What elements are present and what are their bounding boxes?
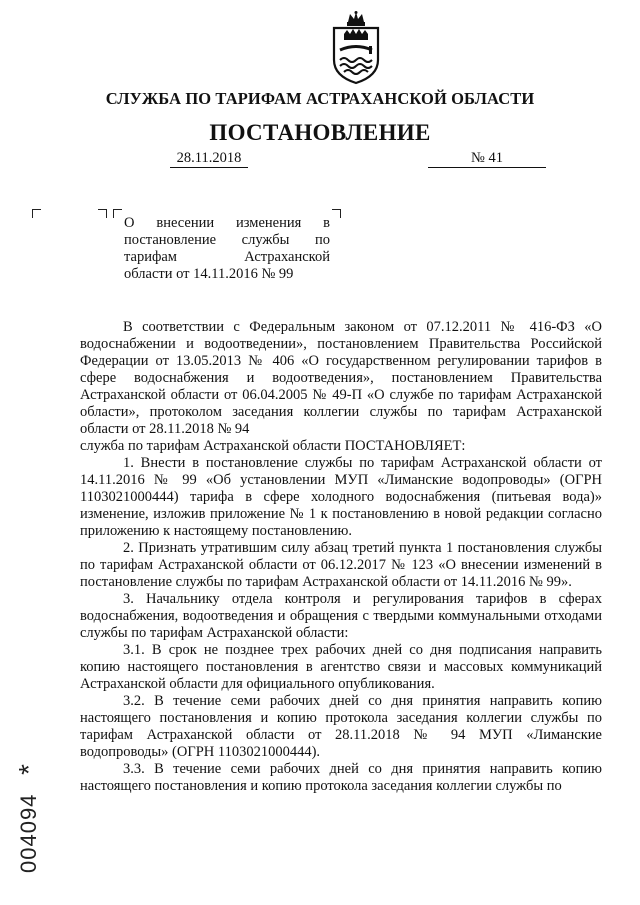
body-paragraph: 3.2. В течение семи рабочих дней со дня принятия направить копию настоящего постановления и копию протокола заседания коллегии службы по тарифам Астраханской области от 28.11.2018 № 94 МУП «Лиманские водопроводы» (ОГРН 1103021000444). — [80, 693, 602, 760]
body-paragraph: служба по тарифам Астраханской области ПОСТАНОВЛЯЕТ: — [80, 438, 466, 454]
side-stamp — [2, 755, 46, 875]
document-date: 28.11.2018 — [170, 150, 248, 168]
stamp-number: 004094 — [16, 793, 41, 873]
body-paragraph: 3.3. В течение семи рабочих дней со дня принятия направить копию настоящего постановления и копию протокола заседания коллегии службы по — [80, 761, 602, 794]
body-paragraph: 2. Признать утратившим силу абзац третий пункта 1 постановления службы по тарифам Астраханской области от 06.12.2017 № 123 «О внесении изменений в постановление службы по тарифам Астраханской области от 14.11.2016 № 99». — [80, 540, 602, 590]
organization-name: СЛУЖБА ПО ТАРИФАМ АСТРАХАНСКОЙ ОБЛАСТИ — [105, 89, 535, 108]
coat-of-arms-icon — [328, 10, 384, 86]
body-paragraph: 1. Внести в постановление службы по тарифам Астраханской области от 14.11.2016 № 99 «Об установлении МУП «Лиманские водопроводы» (ОГРН 1103021000444) тарифа в сфере холодного водоснабжения (питьевая вода)» изменение, изложив приложение № 1 к постановлению в новой редакции согласно приложению к настоящему постановлению. — [80, 455, 602, 539]
subject-line: О внесении изменения в — [124, 215, 330, 231]
body-paragraph: 3.1. В срок не позднее трех рабочих дней со дня подписания направить копию настоящего постановления в агентство связи и массовых коммуникаций Астраханской области для официального опубликования. — [80, 642, 602, 692]
corner-mark — [98, 209, 107, 218]
document-subject — [124, 215, 330, 283]
document-body — [80, 319, 602, 795]
document-type: ПОСТАНОВЛЕНИЕ — [209, 120, 431, 145]
subject-line: области от 14.11.2016 № 99 — [124, 266, 294, 282]
corner-mark — [32, 209, 41, 218]
body-paragraph: В соответствии с Федеральным законом от 07.12.2011 № 416-ФЗ «О водоснабжении и водоотведении», постановлением Правительства Российской Федерации от 13.05.2013 № 406 «О государственном регулировании тарифов в сфере водоснабжения и водоотведения», постановлением Правительства Астраханской области от 06.04.2005 № 49-П «О службе по тарифам Астраханской области», протоколом заседания коллегии службы по тарифам Астраханской области от 28.11.2018 № 94 — [80, 319, 602, 437]
stamp-mark: * — [13, 764, 44, 775]
body-paragraph: 3. Начальнику отдела контроля и регулирования тарифов в сферах водоснабжения, водоотведения и обращения с твердыми коммунальными отходами службы по тарифам Астраханской области: — [80, 591, 602, 641]
corner-mark — [113, 209, 122, 218]
document-number: № 41 — [428, 150, 546, 168]
subject-line: постановление службы по — [124, 232, 330, 248]
subject-line: тарифам Астраханской — [124, 249, 330, 265]
corner-mark — [332, 209, 341, 218]
